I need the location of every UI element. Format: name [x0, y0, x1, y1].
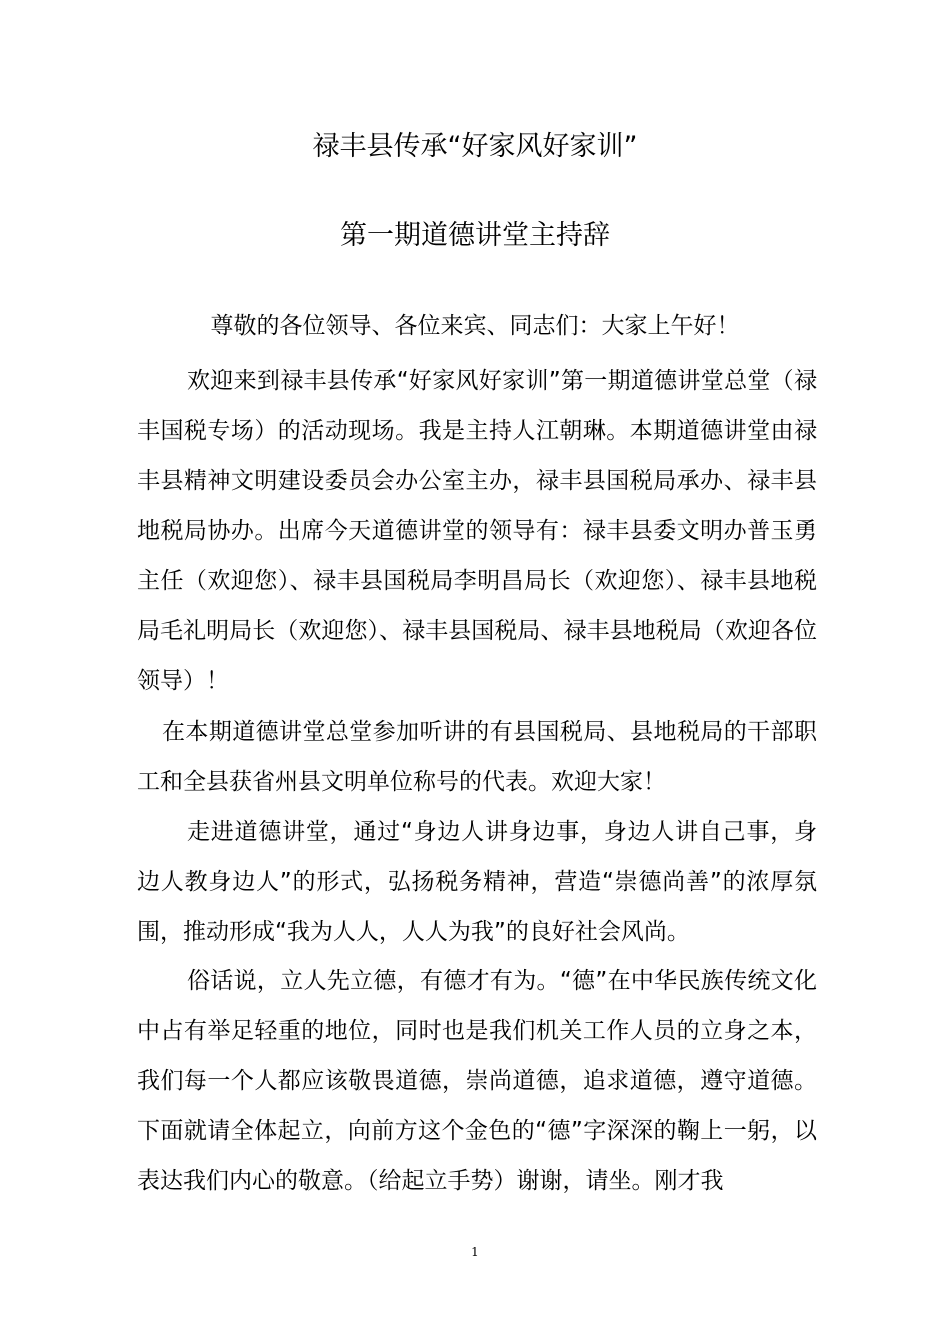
document-title-line-1: 禄丰县传承“好家风好家训”: [312, 131, 638, 162]
page-number: 1: [471, 1245, 479, 1259]
document-title-line-2: 第一期道德讲堂主持辞: [340, 220, 610, 251]
paragraph-morality: 俗话说，立人先立德，有德才有为。“德”在中华民族传统文化中占有举足轻重的地位，同时也是我们机关工作人员的立身之本，我们每一个人都应该敬畏道德，崇尚道德，追求道德，遵守道德。下面就请全体起立，向前方这个金色的“德”字深深的鞠上一躬，以表达我们内心的敬意。（给起立手势）谢谢，请坐。刚才我: [137, 968, 817, 1194]
paragraph-attendees: 在本期道德讲堂总堂参加听讲的有县国税局、县地税局的干部职工和全县获省州县文明单位称号的代表。欢迎大家！: [137, 719, 817, 795]
paragraph-welcome: 欢迎来到禄丰县传承“好家风好家训”第一期道德讲堂总堂（禄丰国税专场）的活动现场。我是主持人江朝琳。本期道德讲堂由禄丰县精神文明建设委员会办公室主办，禄丰县国税局承办、禄丰县地税局协办。出席今天道德讲堂的领导有：禄丰县委文明办普玉勇主任（欢迎您）、禄丰县国税局李明昌局长（欢迎您）、禄丰县地税局毛礼明局长（欢迎您）、禄丰县国税局、禄丰县地税局（欢迎各位领导）！: [137, 368, 817, 694]
paragraph-purpose: 走进道德讲堂，通过“身边人讲身边事，身边人讲自己事，身边人教身边人”的形式，弘扬税务精神，营造“崇德尚善”的浓厚氛围，推动形成“我为人人，人人为我”的良好社会风尚。: [137, 819, 817, 945]
greeting-line: 尊敬的各位领导、各位来宾、同志们：大家上午好！: [210, 313, 740, 339]
